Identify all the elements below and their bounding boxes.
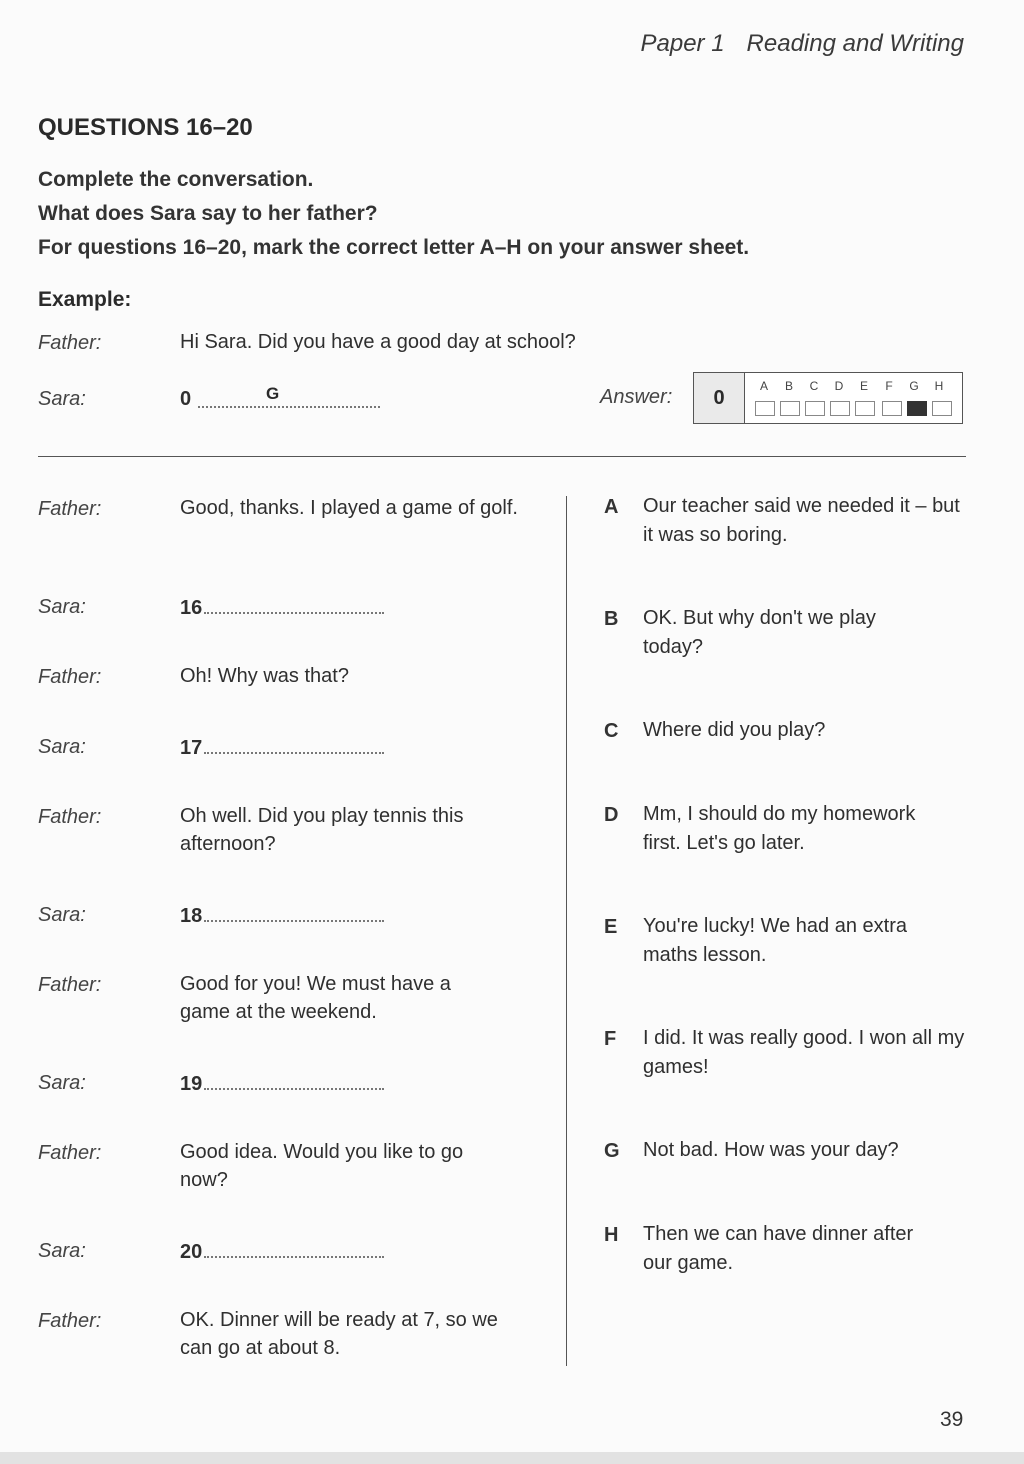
- grid-letter-g: G: [909, 379, 919, 393]
- dialogue-speaker: Sara:: [38, 736, 86, 758]
- grid-box-f: [882, 401, 902, 416]
- dialogue-line: Good idea. Would you like to go now?: [180, 1141, 464, 1191]
- dialogue-speaker: Father:: [38, 666, 102, 688]
- grid-letter-d: D: [834, 379, 844, 393]
- answer-slot-17: [180, 736, 384, 760]
- answer-label: Answer:: [600, 386, 673, 408]
- dialogue-speaker: Father:: [38, 1310, 102, 1332]
- instruction-1: Complete the conversation.: [38, 168, 314, 191]
- option-letter-g: G: [604, 1140, 620, 1162]
- option-text-d: Mm, I should do my homework first. Let's go later.: [643, 803, 916, 854]
- instruction-3: For questions 16–20, mark the correct letter A–H on your answer sheet.: [38, 236, 750, 259]
- section-label: Reading and Writing: [746, 30, 964, 57]
- grid-letter-f: F: [885, 379, 893, 393]
- grid-letter-c: C: [809, 379, 819, 393]
- dialogue-speaker: Father:: [38, 498, 102, 520]
- dialogue-line: Good for you! We must have a game at the weekend.: [180, 973, 451, 1023]
- option-letter-b: B: [604, 608, 619, 630]
- option-letter-c: C: [604, 720, 619, 742]
- option-text-a: Our teacher said we needed it – but it was so boring.: [643, 495, 960, 546]
- bottom-edge: [0, 1452, 1024, 1464]
- example-answer: G: [266, 384, 280, 403]
- example-sara-speaker: Sara:: [38, 388, 86, 410]
- example-number: 0: [180, 388, 192, 410]
- dialogue-speaker: Father:: [38, 1142, 102, 1164]
- instruction-2: What does Sara say to her father?: [38, 202, 378, 225]
- page-number: 39: [940, 1408, 964, 1431]
- option-text-f: I did. It was really good. I won all my games!: [643, 1027, 965, 1078]
- answer-line: [204, 596, 384, 614]
- option-text-g: Not bad. How was your day?: [643, 1139, 899, 1161]
- answer-line: [204, 1072, 384, 1090]
- dialogue-line: Good, thanks. I played a game of golf.: [180, 497, 518, 519]
- answer-slot-16: [180, 596, 384, 620]
- dialogue-speaker: Father:: [38, 974, 102, 996]
- example-answer-line: [198, 406, 380, 408]
- grid-box-h: [932, 401, 952, 416]
- dialogue-speaker: Sara:: [38, 1240, 86, 1262]
- example-father-line: Hi Sara. Did you have a good day at school?: [180, 331, 576, 353]
- dialogue-line: OK. Dinner will be ready at 7, so we can go at about 8.: [180, 1309, 498, 1359]
- question-number: 16: [180, 597, 203, 619]
- example-father-speaker: Father:: [38, 332, 102, 354]
- grid-letter-b: B: [784, 379, 793, 393]
- option-letter-f: F: [604, 1028, 617, 1050]
- questions-title: QUESTIONS 16–20: [38, 114, 253, 141]
- page-header: [640, 30, 964, 58]
- divider: [38, 456, 966, 457]
- answer-slot-20: [180, 1240, 384, 1264]
- question-number: 19: [180, 1073, 203, 1095]
- option-text-h: Then we can have dinner after our game.: [643, 1223, 914, 1274]
- option-letter-a: A: [604, 496, 619, 518]
- example-label: Example:: [38, 288, 132, 311]
- dialogue-speaker: Father:: [38, 806, 102, 828]
- grid-box-e: [855, 401, 875, 416]
- question-number: 18: [180, 905, 203, 927]
- dialogue-line: Oh well. Did you play tennis this afternoon?: [180, 805, 464, 855]
- option-text-e: You're lucky! We had an extra maths lesson.: [643, 915, 907, 966]
- grid-box-g-filled: [907, 401, 927, 416]
- grid-letter-a: A: [759, 379, 768, 393]
- column-divider: [566, 496, 567, 1366]
- dialogue-speaker: Sara:: [38, 1072, 86, 1094]
- grid-box-b: [780, 401, 800, 416]
- grid-box-a: [755, 401, 775, 416]
- dialogue-speaker: Sara:: [38, 904, 86, 926]
- question-number: 20: [180, 1241, 203, 1263]
- dialogue-speaker: Sara:: [38, 596, 86, 618]
- option-text-b: OK. But why don't we play today?: [643, 607, 876, 658]
- grid-letter-h: H: [934, 379, 944, 393]
- option-letter-h: H: [604, 1224, 619, 1246]
- grid-box-d: [830, 401, 850, 416]
- answer-slot-18: [180, 904, 384, 928]
- paper-label: Paper 1: [640, 30, 725, 57]
- question-number: 17: [180, 737, 203, 759]
- option-text-c: Where did you play?: [643, 719, 826, 741]
- answer-sheet-box: [693, 372, 963, 424]
- answer-line: [204, 904, 384, 922]
- answer-line: [204, 736, 384, 754]
- grid-letter-e: E: [859, 379, 868, 393]
- answer-line: [204, 1240, 384, 1258]
- answer-slot-19: [180, 1072, 384, 1096]
- grid-box-c: [805, 401, 825, 416]
- answer-sheet-number: 0: [694, 373, 745, 423]
- option-letter-e: E: [604, 916, 618, 938]
- dialogue-line: Oh! Why was that?: [180, 665, 349, 687]
- option-letter-d: D: [604, 804, 619, 826]
